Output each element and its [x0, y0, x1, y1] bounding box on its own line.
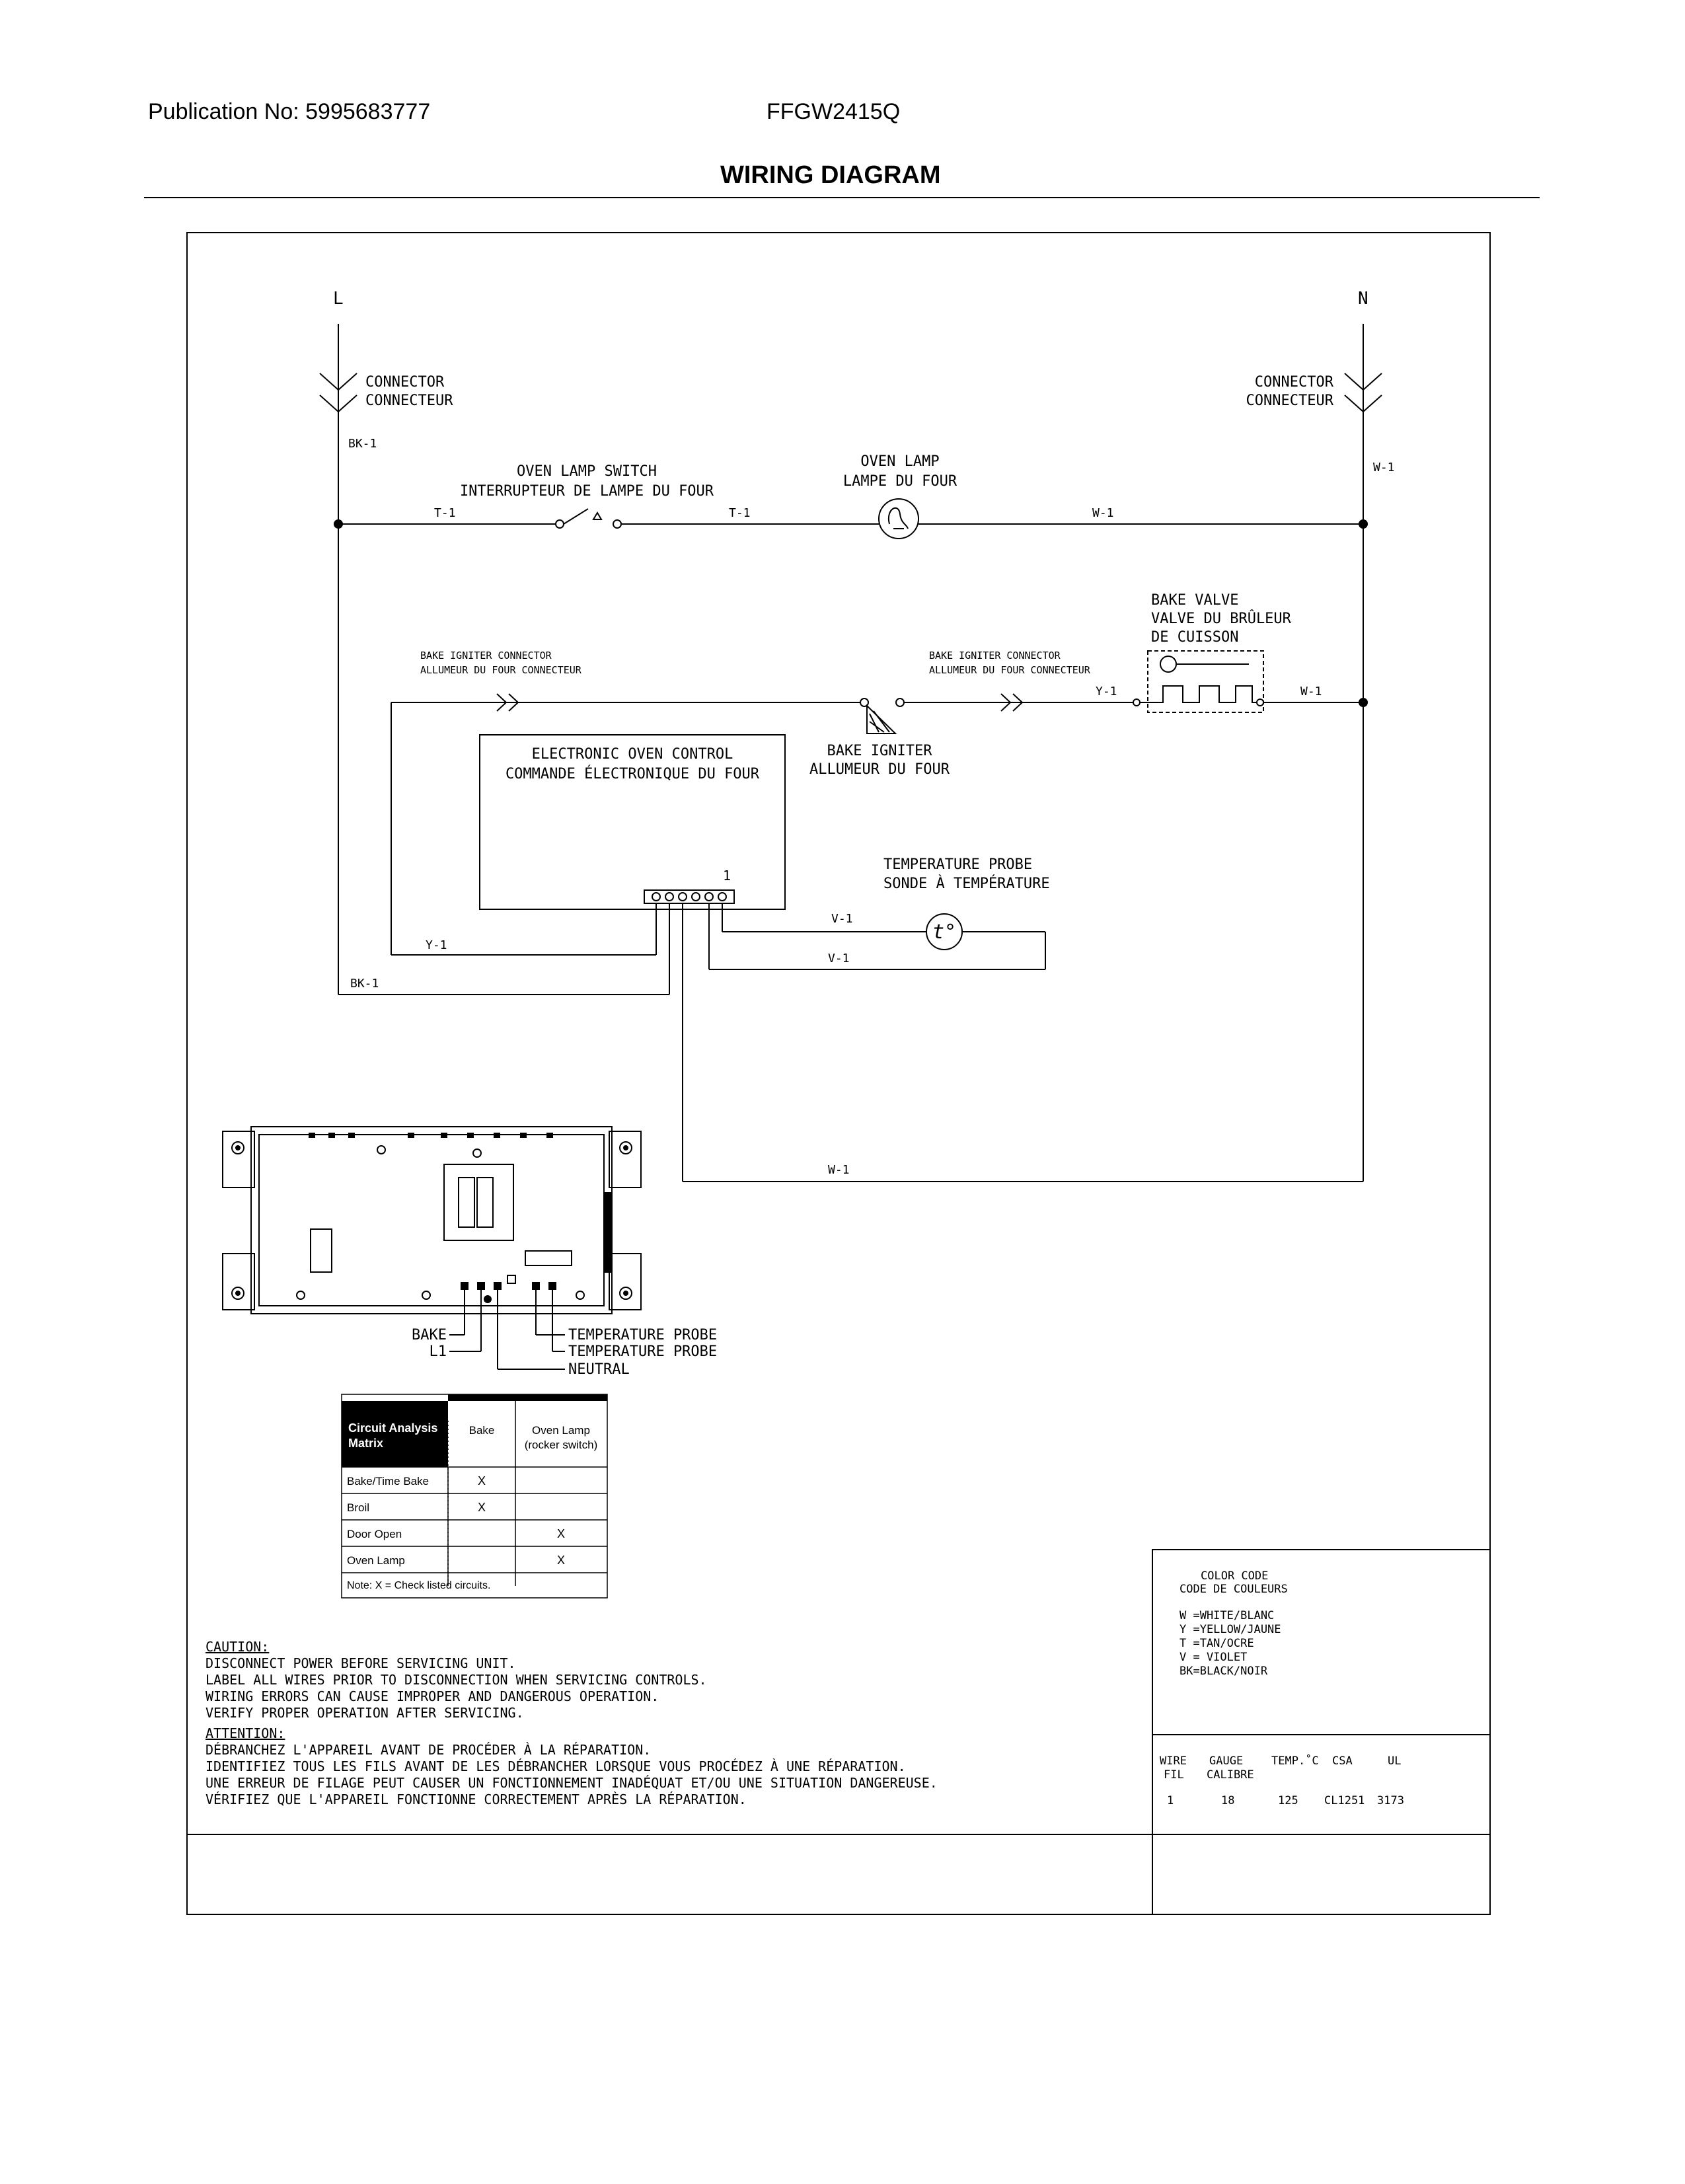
wire-w1-right: W-1 [1373, 461, 1395, 474]
matrix-row-label: Oven Lamp [347, 1554, 405, 1567]
matrix-title-1: Circuit Analysis [348, 1421, 438, 1435]
wire-table-subheader: FIL [1164, 1768, 1184, 1782]
board-pin-probe-2: TEMPERATURE PROBE [568, 1343, 718, 1360]
wire-y1-ctrl: Y-1 [426, 938, 447, 952]
wire-table-header: TEMP.˚C [1271, 1754, 1319, 1768]
color-code-entry: W =WHITE/BLANC [1180, 1609, 1275, 1622]
bake-valve-symbol [1133, 651, 1263, 712]
wire-w1-lamp: W-1 [1092, 506, 1114, 520]
wire-v1-bottom: V-1 [828, 952, 850, 965]
color-code-title-1: COLOR CODE [1201, 1569, 1269, 1583]
oven-lamp-label-2: LAMPE DU FOUR [842, 473, 957, 490]
matrix-col-lamp-1: Oven Lamp [532, 1424, 590, 1437]
matrix-row-label: Bake/Time Bake [347, 1475, 430, 1487]
oven-lamp-symbol [879, 499, 918, 539]
board-pin-l1: L1 [429, 1343, 447, 1360]
matrix-row-label: Door Open [347, 1528, 402, 1540]
matrix-col-bake: Bake [468, 1424, 495, 1437]
wire-table-cell: 125 [1278, 1794, 1298, 1807]
label-l: L [333, 289, 344, 309]
connector-left-label-1: CONNECTOR [365, 374, 445, 391]
matrix-row-label: Broil [347, 1501, 370, 1514]
model-number: FFGW2415Q [767, 99, 901, 124]
wire-table-subheader: CALIBRE [1207, 1768, 1254, 1782]
matrix-note: Note: X = Check listed circuits. [347, 1580, 491, 1591]
color-code-entry: V = VIOLET [1180, 1651, 1248, 1664]
board-pin-neutral: NEUTRAL [568, 1361, 630, 1378]
control-board-pads [309, 1133, 556, 1290]
oven-control-label-2: COMMANDE ÉLECTRONIQUE DU FOUR [505, 766, 760, 782]
wire-table-cell: 18 [1221, 1794, 1235, 1807]
wire-table-cell: 3173 [1377, 1794, 1404, 1807]
wire-table-header: WIRE [1160, 1754, 1187, 1768]
bake-igniter-symbol [860, 698, 904, 734]
igniter-conn-right-2: ALLUMEUR DU FOUR CONNECTEUR [929, 664, 1090, 676]
oven-lamp-switch-label-1: OVEN LAMP SWITCH [517, 463, 657, 480]
bake-valve-label-3: DE CUISSON [1151, 629, 1239, 646]
attention-line: IDENTIFIEZ TOUS LES FILS AVANT DE LES DÉBRANCHER LORSQUE VOUS PROCÉDEZ À UNE RÉPARATION. [206, 1758, 906, 1774]
wire-w1-valve: W-1 [1300, 685, 1322, 698]
oven-lamp-switch-symbol [556, 513, 621, 528]
caution-line: VERIFY PROPER OPERATION AFTER SERVICING. [206, 1705, 524, 1721]
info-box [1152, 1550, 1490, 1914]
oven-control-label-1: ELECTRONIC OVEN CONTROL [531, 746, 733, 763]
matrix-cell: X [477, 1501, 486, 1514]
temp-probe-label-1: TEMPERATURE PROBE [883, 856, 1033, 873]
igniter-conn-left-2: ALLUMEUR DU FOUR CONNECTEUR [420, 664, 581, 676]
igniter-conn-right-1: BAKE IGNITER CONNECTOR [929, 650, 1061, 661]
oven-lamp-switch-label-2: INTERRUPTEUR DE LAMPE DU FOUR [459, 483, 714, 500]
wire-table-header: CSA [1332, 1754, 1353, 1768]
oven-lamp-label-1: OVEN LAMP [860, 453, 940, 470]
board-pin-bake: BAKE [412, 1327, 447, 1343]
wire-w1-bottom: W-1 [828, 1163, 850, 1177]
bake-valve-label-2: VALVE DU BRÛLEUR [1151, 611, 1291, 627]
control-board-drawing [223, 1127, 641, 1314]
attention-line: DÉBRANCHEZ L'APPAREIL AVANT DE PROCÉDER À LA RÉPARATION. [206, 1742, 652, 1758]
connector-right-label-1: CONNECTOR [1254, 374, 1333, 391]
label-n: N [1358, 289, 1368, 309]
board-pin-leaders [449, 1290, 565, 1369]
publication-number: Publication No: 5995683777 [148, 99, 431, 124]
attention-line: UNE ERREUR DE FILAGE PEUT CAUSER UN FONCTIONNEMENT INADÉQUAT ET/OU UNE SITUATION DANGEREUSE. [206, 1775, 938, 1791]
attention-title: ATTENTION: [206, 1725, 285, 1741]
wire-table-cell: CL1251 [1324, 1794, 1365, 1807]
wire-table-header: UL [1388, 1754, 1402, 1768]
wire-bk1-top: BK-1 [348, 437, 377, 451]
wire-table-cell: 1 [1167, 1794, 1174, 1807]
bake-valve-label-1: BAKE VALVE [1151, 592, 1239, 609]
temp-probe-label-2: SONDE À TEMPÉRATURE [883, 876, 1050, 892]
attention-line: VÉRIFIEZ QUE L'APPAREIL FONCTIONNE CORRECTEMENT APRÈS LA RÉPARATION. [206, 1791, 747, 1807]
wire-y1-valve: Y-1 [1096, 685, 1117, 698]
wire-t1-left: T-1 [434, 506, 456, 520]
control-pin-1: 1 [723, 868, 731, 884]
igniter-conn-left-1: BAKE IGNITER CONNECTOR [420, 650, 552, 661]
caution-line: WIRING ERRORS CAN CAUSE IMPROPER AND DANGEROUS OPERATION. [206, 1688, 659, 1704]
control-board-pad-outline [507, 1275, 515, 1283]
caution-line: DISCONNECT POWER BEFORE SERVICING UNIT. [206, 1655, 516, 1671]
connector-left-label-2: CONNECTEUR [365, 393, 453, 409]
color-code-title-2: CODE DE COULEURS [1180, 1583, 1288, 1596]
color-code-entry: Y =YELLOW/JAUNE [1180, 1623, 1281, 1636]
board-pin-probe-1: TEMPERATURE PROBE [568, 1327, 718, 1343]
matrix-col-lamp-2: (rocker switch) [524, 1439, 598, 1451]
bake-igniter-label-1: BAKE IGNITER [827, 743, 932, 759]
matrix-cell: X [556, 1554, 566, 1567]
bake-igniter-label-2: ALLUMEUR DU FOUR [809, 761, 950, 778]
wire-bk1-ctrl: BK-1 [350, 977, 379, 991]
control-terminal-strip [644, 890, 734, 903]
color-code-entry: BK=BLACK/NOIR [1180, 1665, 1268, 1678]
wire-table-header: GAUGE [1209, 1754, 1244, 1768]
wire-v1-top: V-1 [831, 912, 853, 926]
caution-title: CAUTION: [206, 1639, 270, 1655]
color-code-entry: T =TAN/OCRE [1180, 1637, 1254, 1650]
probe-symbol-label: t° [932, 921, 957, 944]
control-board-dot [484, 1295, 492, 1303]
connector-right-label-2: CONNECTEUR [1246, 393, 1333, 409]
matrix-title-2: Matrix [348, 1437, 384, 1450]
caution-line: LABEL ALL WIRES PRIOR TO DISCONNECTION WHEN SERVICING CONTROLS. [206, 1672, 707, 1688]
matrix-cell: X [556, 1527, 566, 1540]
wire-t1-right: T-1 [729, 506, 751, 520]
page-title: WIRING DIAGRAM [720, 161, 941, 189]
matrix-cell: X [477, 1474, 486, 1487]
